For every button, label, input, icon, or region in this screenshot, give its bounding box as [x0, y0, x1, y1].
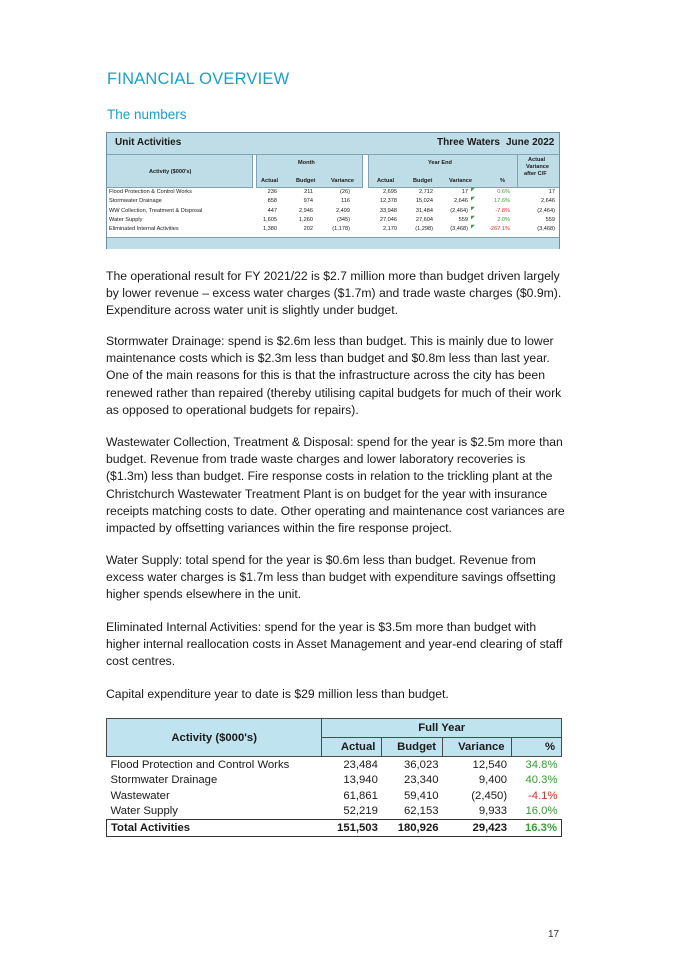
capex-col-activity: Activity ($000's) — [107, 719, 322, 757]
unit-sub-pct: % — [500, 178, 505, 184]
capex-cell-pct: 40.3% — [525, 774, 558, 787]
capex-cell-actual: 61,861 — [343, 789, 378, 802]
unit-sub-m-variance: Variance — [331, 178, 355, 184]
status-flag-icon: ◤ — [471, 214, 475, 221]
unit-cell-cf: (3,468) — [537, 226, 555, 233]
unit-cell-cf: 17 — [548, 189, 555, 195]
capex-table-row — [107, 773, 562, 789]
capex-cell-name: Stormwater Drainage — [110, 774, 218, 787]
page-number: 17 — [548, 929, 560, 940]
unit-row-name: Flood Protection & Control Works — [109, 189, 192, 195]
unit-row-name: Stormwater Drainage — [109, 198, 162, 205]
unit-cell-y-bud: 31,484 — [415, 207, 433, 214]
unit-cell-y-var: (2,464) — [450, 207, 468, 214]
unit-cell-m-act: 447 — [267, 207, 277, 214]
unit-cell-pct: 2.0% — [497, 216, 510, 223]
unit-cell-cf: 559 — [545, 216, 555, 223]
capex-cell-actual: 13,940 — [343, 774, 378, 787]
capex-cell-budget: 36,023 — [403, 758, 439, 771]
unit-cell-m-bud: 202 — [303, 226, 313, 233]
unit-cell-y-var: (3,468) — [450, 226, 468, 233]
unit-col-yearend: Year End — [428, 160, 452, 166]
unit-cell-m-act: 858 — [267, 198, 277, 205]
unit-sub-m-budget: Budget — [296, 178, 316, 184]
unit-table-title-bar — [107, 133, 559, 155]
capex-cell-name: Wastewater — [110, 789, 170, 802]
capex-cell-name: Water Supply — [110, 805, 178, 818]
unit-cell-m-bud: 1,260 — [299, 216, 313, 223]
unit-cell-m-bud: 974 — [303, 198, 313, 205]
capex-table-row — [107, 788, 562, 804]
capex-sub-variance: Variance — [443, 738, 512, 757]
capex-sub-actual: Actual — [322, 738, 382, 757]
unit-row-name: Eliminated Internal Activities — [109, 226, 179, 233]
unit-cell-cf: 2,646 — [541, 198, 555, 205]
capex-cell-budget: 23,340 — [403, 774, 439, 787]
unit-cell-pct: -7.8% — [495, 207, 510, 214]
unit-table-group: Three Waters — [437, 137, 500, 148]
unit-col-cf-2: Variance — [526, 164, 550, 170]
status-flag-icon: ◤ — [471, 196, 475, 203]
capex-sub-pct: % — [511, 738, 561, 757]
unit-cell-cf: (2,464) — [537, 207, 555, 214]
capex-cell-name: Flood Protection and Control Works — [110, 758, 290, 771]
section-subheading: The numbers — [107, 107, 187, 122]
unit-cell-y-act: 27,046 — [379, 216, 397, 223]
capex-cell-budget: 59,410 — [403, 789, 439, 802]
unit-cell-y-var: 17 — [461, 189, 468, 195]
paragraph-stormwater: Stormwater Drainage: spend is $2.6m less than budget. This is mainly due to lower maintenance costs which is $2.3m less than budget and $0.8m less than last year. One of the main reasons for this is that the infrastructure across the city has been renewed rather than repaired (thereby utilising capital budgets for much of their work as opposed to operational budgets for repairs). — [106, 334, 562, 417]
unit-cell-m-act: 1,380 — [263, 226, 277, 233]
unit-cell-m-var: 2,499 — [336, 207, 350, 214]
unit-activities-table — [106, 132, 560, 249]
unit-cell-m-bud: 2,946 — [299, 207, 313, 214]
capex-cell-variance: 29,423 — [443, 820, 512, 837]
capex-total-row — [107, 820, 562, 837]
unit-cell-m-act: 236 — [267, 189, 277, 195]
capex-cell-pct: 16.3% — [511, 820, 561, 837]
unit-cell-m-var: (345) — [336, 216, 350, 223]
capex-cell-pct: 16.0% — [525, 805, 558, 818]
unit-cell-y-bud: 2,712 — [419, 189, 433, 195]
unit-sub-y-actual: Actual — [377, 178, 395, 184]
unit-cell-pct: 0.6% — [497, 189, 510, 195]
capex-cell-actual: 23,484 — [343, 758, 378, 771]
capex-cell-actual: 52,219 — [343, 805, 378, 818]
capex-cell-variance: (2,450) — [471, 789, 508, 802]
unit-row-name: Water Supply — [109, 216, 143, 223]
unit-cell-y-act: 12,378 — [379, 198, 397, 205]
unit-sub-y-budget: Budget — [413, 178, 433, 184]
paragraph-wastewater: Wastewater Collection, Treatment & Disposal: spend for the year is $2.5m more than budget. Revenue from trade waste charges and lower laboratory recoveries is ($1.3m) less than budget. Fire response costs in relation to the trickling plant at the Christchurch Wastewater Treatment Plant is on budget for the year with insurance receipts matching costs to date. Other operating and maintenance cost variances are impacted by offsetting variances within the fire response project. — [106, 435, 565, 536]
unit-cell-y-var: 559 — [458, 216, 468, 223]
capex-cell-pct: -4.1% — [527, 789, 558, 802]
unit-cell-m-act: 1,605 — [263, 216, 277, 223]
status-flag-icon: ◤ — [471, 205, 475, 212]
unit-cell-y-bud: 27,604 — [415, 216, 433, 223]
unit-cell-pct: 17.6% — [494, 198, 510, 205]
status-flag-icon: ◤ — [471, 224, 475, 231]
unit-cell-y-act: 2,695 — [383, 189, 397, 195]
unit-cell-y-bud: 15,024 — [415, 198, 433, 205]
unit-cell-y-bud: (1,298) — [415, 226, 433, 233]
status-flag-icon: ◤ — [471, 187, 475, 193]
unit-sub-y-variance: Variance — [449, 178, 473, 184]
capex-col-group: Full Year — [322, 719, 562, 738]
capex-cell-budget: 62,153 — [403, 805, 439, 818]
unit-cell-pct: -267.1% — [489, 226, 510, 233]
capex-table-row — [107, 804, 562, 820]
paragraph-water-supply: Water Supply: total spend for the year is $0.6m less than budget. Revenue from excess water charges is $1.7m less than budget with expenditure savings offsetting higher spends elsewhere in the unit. — [106, 553, 556, 602]
unit-table-title: Unit Activities — [115, 137, 182, 148]
unit-col-cf-3: after C/F — [524, 171, 547, 177]
unit-total-row — [107, 237, 559, 249]
unit-cell-m-var: 116 — [341, 198, 350, 205]
capex-cell-actual: 151,503 — [322, 820, 382, 837]
unit-cell-y-act: 33,948 — [379, 207, 397, 214]
capex-table — [106, 718, 562, 837]
capex-cell-budget: 180,926 — [382, 820, 443, 837]
unit-table-period: June 2022 — [506, 137, 555, 148]
paragraph-eliminated: Eliminated Internal Activities: spend for the year is $3.5m more than budget with higher internal reallocation costs in Asset Management and year-end clearing of staff cost centres. — [106, 620, 563, 669]
unit-col-cf-1: Actual — [528, 157, 546, 163]
capex-cell-name: Total Activities — [107, 820, 322, 837]
unit-cell-m-var: (1,178) — [332, 226, 350, 233]
unit-cell-y-act: 2,170 — [383, 226, 397, 233]
capex-cell-variance: 9,400 — [478, 774, 508, 787]
paragraph-capex: Capital expenditure year to date is $29 million less than budget. — [106, 687, 449, 701]
capex-cell-variance: 12,540 — [472, 758, 508, 771]
capex-cell-variance: 9,933 — [478, 805, 508, 818]
unit-col-month: Month — [298, 160, 315, 166]
paragraph-operational: The operational result for FY 2021/22 is $2.7 million more than budget driven largely by lower revenue – excess water charges ($1.7m) and trade waste charges ($0.9m). Expenditure across water unit is slightly under budget. — [106, 269, 562, 318]
unit-col-activity: Activity ($000's) — [149, 169, 192, 175]
unit-cell-m-var: (26) — [340, 189, 350, 195]
unit-row-name: WW Collection, Treatment & Disposal — [109, 207, 203, 214]
capex-sub-budget: Budget — [382, 738, 443, 757]
capex-table-row — [107, 757, 562, 773]
page-heading: FINANCIAL OVERVIEW — [107, 70, 290, 88]
unit-sub-m-actual: Actual — [261, 178, 279, 184]
unit-cell-m-bud: 211 — [304, 189, 313, 195]
unit-cell-y-var: 2,646 — [454, 198, 468, 205]
capex-cell-pct: 34.8% — [525, 758, 558, 771]
